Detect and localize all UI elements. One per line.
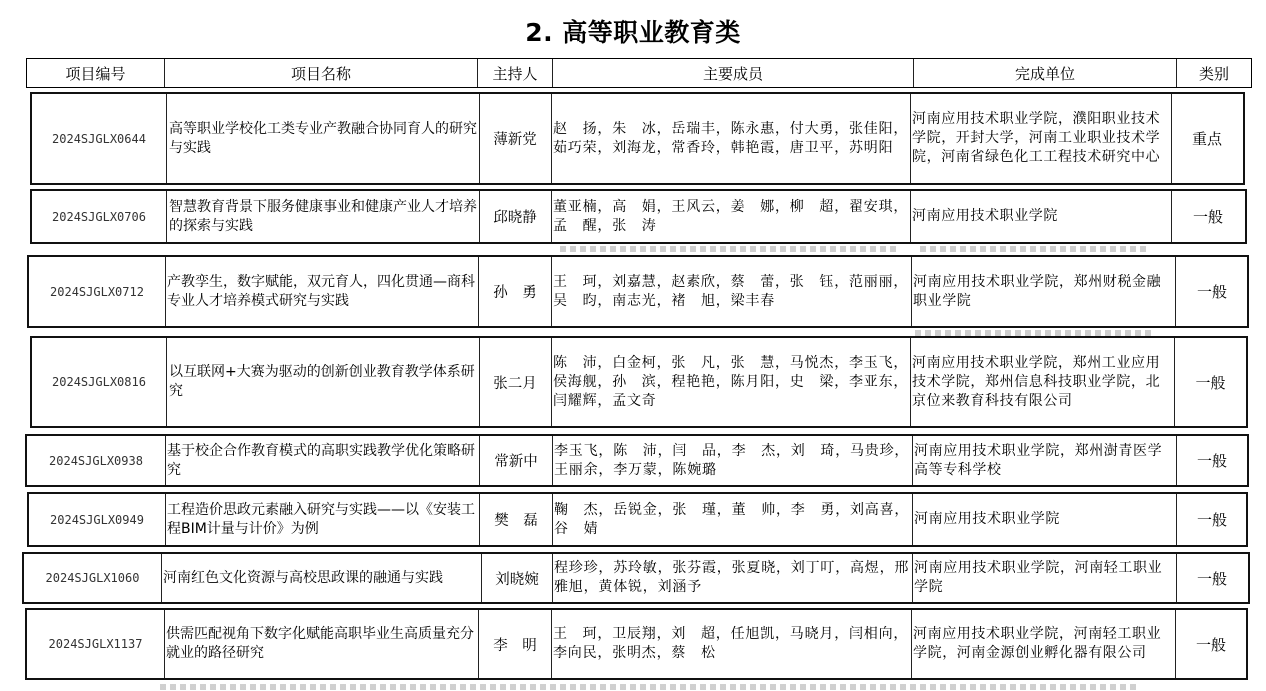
members-list: 王 珂，卫辰翔，刘 超，任旭凯，马晓月，闫相向，李向民，张明杰，蔡 松 xyxy=(553,626,909,661)
host-name: 樊 磊 xyxy=(494,513,538,529)
members-list: 鞠 杰，岳锐金，张 瑾，董 帅，李 勇，刘高喜，谷 婧 xyxy=(554,501,910,537)
members-list: 陈 沛，白金柯，张 凡，张 慧，马悦杰，李玉飞，侯海舰，孙 滨，程艳艳，陈月阳，史 梁，李亚东，闫耀辉，孟文奇 xyxy=(553,354,909,409)
project-code: 2024SJGLX0644 xyxy=(52,131,146,146)
unit-list: 河南应用技术职业学院，河南轻工职业学院 xyxy=(914,560,1163,595)
members-list: 李玉飞，陈 沛，闫 品，李 杰，刘 琦，马贵珍，王丽余，李万蒙，陈婉璐 xyxy=(554,442,910,478)
scan-artifact xyxy=(160,684,1140,690)
table-row xyxy=(30,189,1247,244)
members-list: 程珍珍，苏玲敏，张芬霞，张夏晓，刘丁叮，高煜，邢雅旭，黄体锐，刘涵予 xyxy=(554,560,910,595)
members-list: 王 珂，刘嘉慧，赵素欣，蔡 蕾，张 钰，范丽丽，吴 昀，南志光，褚 旭，梁丰春 xyxy=(553,273,909,309)
project-code: 2024SJGLX1060 xyxy=(45,571,140,585)
unit-list: 河南应用技术职业学院，郑州工业应用技术学院，郑州信息科技职业学院，北京位来教育科技有限公司 xyxy=(912,354,1161,409)
category: 一般 xyxy=(1196,511,1227,529)
host-name: 张二月 xyxy=(493,375,537,392)
project-name: 供需匹配视角下数字化赋能高职毕业生高质量充分就业的路径研究 xyxy=(166,626,474,661)
unit-list: 河南应用技术职业学院 xyxy=(912,208,1058,224)
page-title: 2. 高等职业教育类 xyxy=(525,18,741,47)
host-name: 刘晓婉 xyxy=(495,571,539,588)
table-header xyxy=(26,58,1252,88)
unit-list: 河南应用技术职业学院，濮阳职业技术学院，开封大学，河南工业职业技术学院，河南省绿色化工工程技术研究中心 xyxy=(912,111,1161,165)
project-code: 2024SJGLX0712 xyxy=(50,284,144,299)
members-list: 董亚楠，高 娟，王风云，姜 娜，柳 超，翟安琪，孟 醒，张 涛 xyxy=(553,198,909,234)
header-members: 主要成员 xyxy=(702,64,763,83)
scan-artifact xyxy=(560,246,900,252)
table-row xyxy=(27,255,1249,328)
unit-list: 河南应用技术职业学院，郑州澍青医学高等专科学校 xyxy=(914,442,1163,478)
category: 重点 xyxy=(1191,130,1222,148)
header-name: 项目名称 xyxy=(290,64,351,83)
project-code: 2024SJGLX0949 xyxy=(50,512,144,527)
project-code: 2024SJGLX0706 xyxy=(52,209,146,224)
project-name: 基于校企合作教育模式的高职实践教学优化策略研究 xyxy=(167,442,475,478)
table-row xyxy=(27,492,1248,547)
members-list: 赵 扬，朱 冰，岳瑞丰，陈永惠，付大勇，张佳阳，茹巧荣，刘海龙，常香玲，韩艳霞，唐卫平，苏明阳 xyxy=(553,120,909,156)
header-unit: 完成单位 xyxy=(1014,64,1075,83)
table-row xyxy=(30,92,1245,185)
project-name: 产教孪生，数字赋能，双元育人，四化贯通—商科专业人才培养模式研究与实践 xyxy=(167,273,475,309)
host-name: 薄新党 xyxy=(493,132,537,148)
header-host: 主持人 xyxy=(492,64,538,83)
project-code: 2024SJGLX0816 xyxy=(52,375,146,389)
host-name: 邱晓静 xyxy=(493,210,537,226)
scan-artifact xyxy=(920,246,1150,252)
table-row xyxy=(30,336,1248,428)
table-row xyxy=(25,608,1248,680)
category: 一般 xyxy=(1195,373,1226,392)
table-row xyxy=(22,552,1250,604)
project-name: 智慧教育背景下服务健康事业和健康产业人才培养的探索与实践 xyxy=(169,198,477,234)
header-category: 类别 xyxy=(1198,64,1229,83)
project-name: 工程造价思政元素融入研究与实践——以《安装工程BIM计量与计价》为例 xyxy=(167,501,475,537)
project-code: 2024SJGLX1137 xyxy=(48,637,143,651)
category: 一般 xyxy=(1192,208,1223,226)
category: 一般 xyxy=(1196,283,1227,301)
category: 一般 xyxy=(1196,569,1227,588)
header-code: 项目编号 xyxy=(65,64,126,83)
unit-list: 河南应用技术职业学院，河南轻工职业学院，河南金源创业孵化器有限公司 xyxy=(913,626,1162,661)
project-code: 2024SJGLX0938 xyxy=(49,453,143,468)
host-name: 李 明 xyxy=(493,637,537,654)
unit-list: 河南应用技术职业学院，郑州财税金融职业学院 xyxy=(913,273,1162,309)
project-name: 以互联网+大赛为驱动的创新创业教育教学体系研究 xyxy=(169,364,475,399)
table-row xyxy=(25,434,1249,487)
project-name: 河南红色文化资源与高校思政课的融通与实践 xyxy=(163,569,443,586)
host-name: 孙 勇 xyxy=(493,285,537,301)
project-name: 高等职业学校化工类专业产教融合协同育人的研究与实践 xyxy=(169,120,477,156)
category: 一般 xyxy=(1196,452,1227,470)
category: 一般 xyxy=(1195,635,1226,654)
unit-list: 河南应用技术职业学院 xyxy=(914,511,1060,527)
host-name: 常新中 xyxy=(494,454,538,470)
